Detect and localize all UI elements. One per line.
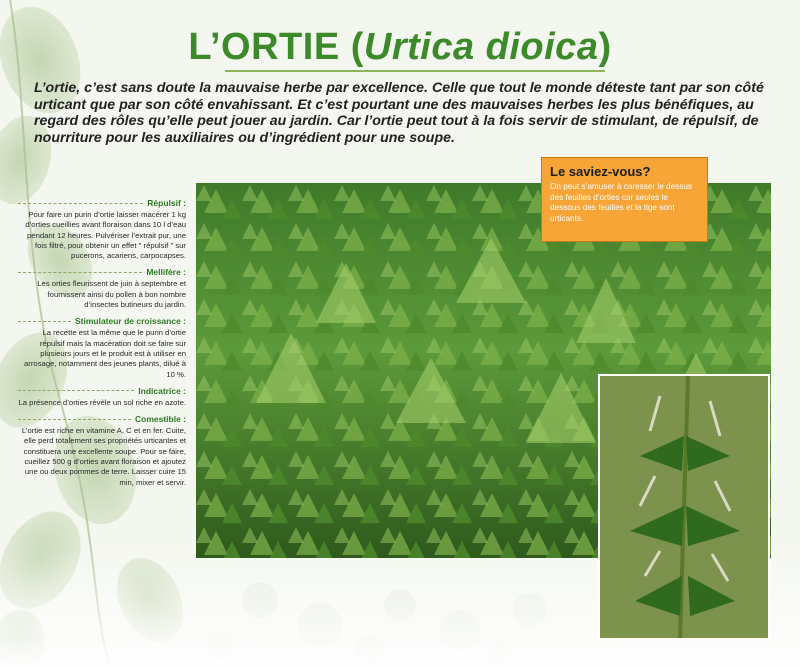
section-repulsif	[18, 198, 186, 261]
page-title	[0, 26, 800, 69]
flowering-nettle-photo	[598, 374, 770, 640]
callout-heading: Le saviez-vous?	[550, 164, 651, 179]
section-body: La présence d’orties révèle un sol riche en azote.	[18, 397, 186, 407]
section-label: Comestible :	[134, 414, 186, 425]
intro-paragraph: L’ortie, c’est sans doute la mauvaise herbe par excellence. Celle que tout le monde déteste tant par son côté urticant que par son côté envahissant. Et c’est pourtant une des mauvaises herbes les plus bénéfiques, au regard des rôles qu’elle peut jouer au jardin. Car l’ortie peut tout à la fois servir de stimulant, de répulsif, de nourriture pour les auxiliaires ou d’ingrédient pour une soupe.	[34, 80, 764, 146]
section-indicatrice	[18, 386, 186, 408]
section-stimulateur	[18, 316, 186, 379]
section-comestible	[18, 414, 186, 488]
title-main: L’ORTIE (	[188, 26, 364, 68]
title-close: )	[598, 26, 612, 68]
uses-sidebar	[18, 198, 186, 494]
section-body: La recette est la même que le purin d’ortie répulsif mais la macération doit se faire sur plusieurs jours et le produit est à utiliser en arrosage, notamment des jeunes plants, dilué à 10 %.	[24, 328, 186, 379]
section-label: Mellifère :	[146, 267, 186, 278]
section-body: Pour faire un purin d’ortie laisser macérer 1 kg d’orties cueillies avant floraison dans 10 l d’eau pendant 12 heures. Pulvériser l’extrait pur, une fois filtré, pour obtenir un effet " répulsif " sur pucerons, acariens, carpocapses.	[25, 210, 186, 261]
title-latin: Urtica dioica	[363, 26, 599, 68]
section-label: Stimulateur de croissance :	[74, 316, 186, 327]
section-body: L’ortie est riche en vitamine A, C et en fer. Cuite, elle perd totalement ses propriétés urticantes et constituera une excellente soupe. Pour se faire, cueillez 500 g d’orties avant floraison et ajoutez une ou deux pommes de terre. Laisser cuire 15 min, mixer et servir.	[21, 426, 186, 487]
callout-body: On peut s’amuser à caresser le dessus des feuilles d’orties car seules le dessous des feuilles et la tige sont urticants.	[550, 182, 692, 223]
did-you-know-callout	[541, 157, 708, 242]
section-mellifere	[18, 267, 186, 310]
section-body: Les orties fleurissent de juin à septembre et fournissent ainsi du pollen à bon nombre d’insectes butineurs du jardin.	[37, 279, 186, 310]
section-label: Indicatrice :	[138, 385, 186, 396]
section-label: Répulsif :	[147, 198, 186, 208]
title-underline	[225, 70, 605, 72]
